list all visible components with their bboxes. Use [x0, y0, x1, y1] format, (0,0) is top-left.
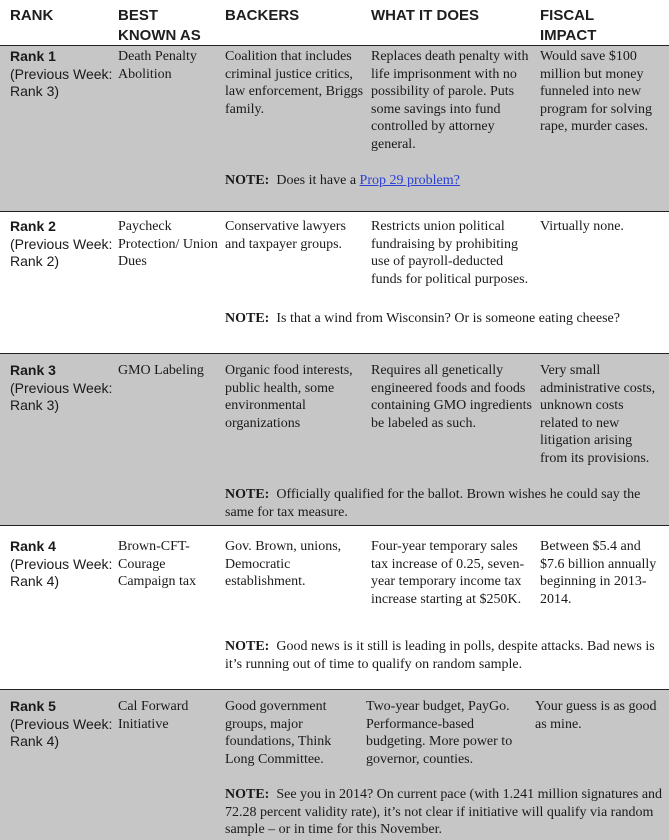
row-note: [225, 310, 663, 328]
note-text: Does it have a: [276, 173, 357, 188]
fiscal-impact-cell: Would save $100 million but money funneled into new program for solving rape, murder cases.: [540, 49, 652, 135]
note-label: NOTE:: [225, 311, 270, 326]
backers-cell: Organic food interests, public health, some environmental organizations: [225, 363, 353, 431]
best-known-as-cell: Paycheck Protection/ Union Dues: [118, 219, 218, 270]
row-note: [225, 172, 663, 190]
best-known-as-cell: Cal Forward Initiative: [118, 699, 189, 732]
rank-cell: [10, 698, 114, 751]
fiscal-impact-cell: Between $5.4 and $7.6 billion annually beginning in 2013-2014.: [540, 539, 657, 607]
rank-cell: [10, 362, 114, 415]
note-label: NOTE:: [225, 639, 270, 654]
rank-label: Rank 3: [10, 362, 56, 378]
fiscal-impact-cell: Virtually none.: [540, 219, 624, 234]
prop-29-link[interactable]: Prop 29 problem?: [359, 173, 460, 188]
best-known-as-cell: Brown-CFT-Courage Campaign tax: [118, 539, 197, 590]
previous-rank: (Previous Week: Rank 3): [10, 65, 113, 100]
note-text: See you in 2014? On current pace (with 1.241 million signatures and 72.28 percent validity rate), it’s not clear if initiative will qualify via random sample – or in time for this November.: [225, 787, 663, 838]
note-label: NOTE:: [225, 787, 270, 802]
rank-label: Rank 5: [10, 698, 56, 714]
row-note: [225, 786, 663, 839]
best-known-as-cell: GMO Labeling: [118, 363, 204, 378]
rank-cell: [10, 538, 114, 591]
what-it-does-cell: Restricts union political fundraising by prohibiting use of payroll-deducted funds for political purposes.: [371, 219, 529, 287]
table-row: [0, 690, 669, 840]
backers-cell: Conservative lawyers and taxpayer groups.: [225, 219, 346, 252]
rank-label: Rank 2: [10, 218, 56, 234]
rank-label: Rank 4: [10, 538, 56, 554]
note-text: Is that a wind from Wisconsin? Or is someone eating cheese?: [276, 311, 620, 326]
row-note: [225, 486, 663, 521]
note-label: NOTE:: [225, 173, 270, 188]
note-label: NOTE:: [225, 487, 270, 502]
header-rank: RANK: [10, 7, 54, 24]
note-text: Good news is it still is leading in polls, despite attacks. Bad news is it’s running out of time to qualify on random sample.: [225, 639, 655, 672]
row-divider: [0, 211, 669, 212]
rank-label: Rank 1: [10, 48, 56, 64]
fiscal-impact-cell: Very small administrative costs, unknown costs related to new litigation arising from its provisions.: [540, 363, 656, 466]
previous-rank: (Previous Week: Rank 2): [10, 235, 113, 270]
table-row: [0, 212, 669, 353]
header-best-known-as: BEST KNOWN AS: [118, 7, 201, 44]
header-what-it-does: WHAT IT DOES: [371, 7, 480, 24]
rank-cell: [10, 48, 114, 101]
table-header: [0, 0, 669, 46]
row-divider: [0, 45, 669, 46]
rank-cell: [10, 218, 114, 271]
table-row: [0, 354, 669, 525]
previous-rank: (Previous Week: Rank 4): [10, 555, 113, 590]
table-row: [0, 526, 669, 689]
what-it-does-cell: Requires all genetically engineered foods and foods containing GMO ingredients be labeled as such.: [371, 363, 532, 431]
row-divider: [0, 689, 669, 690]
backers-cell: Coalition that includes criminal justice critics, law enforcement, Briggs family.: [225, 49, 364, 117]
note-text: Officially qualified for the ballot. Brown wishes he could say the same for tax measure.: [225, 487, 641, 520]
previous-rank: (Previous Week: Rank 3): [10, 379, 113, 414]
backers-cell: Good government groups, major foundations, Think Long Committee.: [225, 699, 332, 767]
best-known-as-cell: Death Penalty Abolition: [118, 49, 197, 82]
row-divider: [0, 353, 669, 354]
previous-rank: (Previous Week: Rank 4): [10, 715, 113, 750]
what-it-does-cell: Two-year budget, PayGo. Performance-based budgeting. More power to governor, counties.: [366, 699, 513, 767]
what-it-does-cell: Four-year temporary sales tax increase of 0.25, seven-year temporary income tax increase starting at $250K.: [371, 539, 525, 607]
header-backers: BACKERS: [225, 7, 300, 24]
header-fiscal-impact: FISCAL IMPACT: [540, 7, 597, 44]
row-divider: [0, 525, 669, 526]
backers-cell: Gov. Brown, unions, Democratic establishment.: [225, 539, 342, 590]
row-note: [225, 638, 663, 673]
what-it-does-cell: Replaces death penalty with life imprisonment with no possibility of parole. Puts some savings into fund controlled by attorney general.: [371, 49, 529, 152]
table-row: [0, 46, 669, 211]
fiscal-impact-cell: Your guess is as good as mine.: [535, 699, 657, 732]
